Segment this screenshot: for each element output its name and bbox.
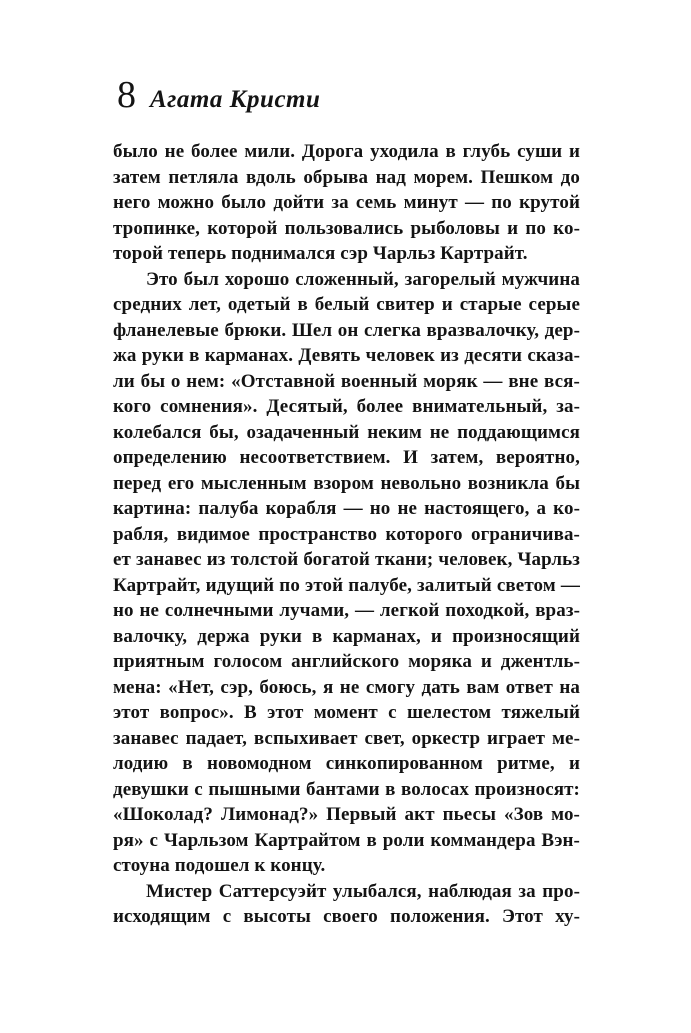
text-line: ря» с Чарльзом Картрайтом в роли коммандера Вэн- (113, 829, 580, 851)
text-line: ет занавес из толстой богатой ткани; человек, Чарльз (113, 549, 580, 570)
page-header (117, 74, 321, 116)
text-line: лодию в новомодном синкопированном ритме, и (113, 753, 580, 774)
text-line: «Шоколад? Лимонад?» Первый акт пьесы «Зов мо- (113, 804, 580, 825)
text-line: средних лет, одетый в белый свитер и старые серые (113, 294, 580, 315)
text-line: ли бы о нем: «Отставной военный моряк — вне вся- (113, 370, 580, 392)
text-line: Картрайт, идущий по этой палубе, залитый светом — (113, 574, 580, 596)
text-line: картина: палуба корабля — но не настоящего, а ко- (113, 498, 580, 519)
text-line: но не солнечными лучами, — легкой походкой, враз- (113, 600, 580, 621)
text-line: мена: «Нет, сэр, боюсь, я не смогу дать вам ответ на (113, 676, 580, 698)
text-line: занавес падает, вспыхивает свет, оркестр играет ме- (113, 727, 580, 749)
text-line: жа руки в карманах. Девять человек из десяти сказа- (113, 345, 580, 366)
text-line: тропинке, которой пользовались рыболовы и по ко- (113, 217, 580, 239)
text-line: Мистер Саттерсуэйт улыбался, наблюдая за про- (146, 880, 580, 902)
text-line: было не более мили. Дорога уходила в глубь суши и (113, 141, 580, 162)
text-line: него можно было дойти за семь минут — по крутой (113, 192, 580, 213)
text-line: Это был хорошо сложенный, загорелый мужчина (146, 268, 580, 290)
text-line: торой теперь поднимался сэр Чарльз Картрайт. (113, 243, 528, 264)
text-line: стоуна подошел к концу. (113, 855, 326, 876)
text-line: исходящим с высоты своего положения. Этот ху- (113, 906, 580, 927)
text-line: валочку, держа руки в карманах, и произносящий (113, 625, 580, 647)
page-number: 8 (117, 74, 136, 116)
text-line: перед его мысленным взором невольно возникла бы (113, 472, 580, 494)
page-text (113, 139, 580, 930)
text-line: фланелевые брюки. Шел он слегка вразвалочку, дер- (113, 319, 580, 341)
text-line: кого сомнения». Десятый, более внимательный, за- (113, 396, 580, 417)
text-line: приятным голосом английского моряка и джентль- (113, 651, 580, 672)
text-line: определению несоответствием. И затем, вероятно, (113, 447, 580, 468)
text-line: этот вопрос». В этот момент с шелестом тяжелый (113, 702, 580, 723)
running-head-author: Агата Кристи (150, 86, 321, 113)
text-line: девушки с пышными бантами в волосах произносят: (113, 778, 580, 800)
text-line: рабля, видимое пространство которого ограничива- (113, 523, 580, 545)
text-line: затем петляла вдоль обрыва над морем. Пешком до (113, 166, 580, 188)
text-line: колебался бы, озадаченный неким не поддающимся (113, 421, 580, 443)
